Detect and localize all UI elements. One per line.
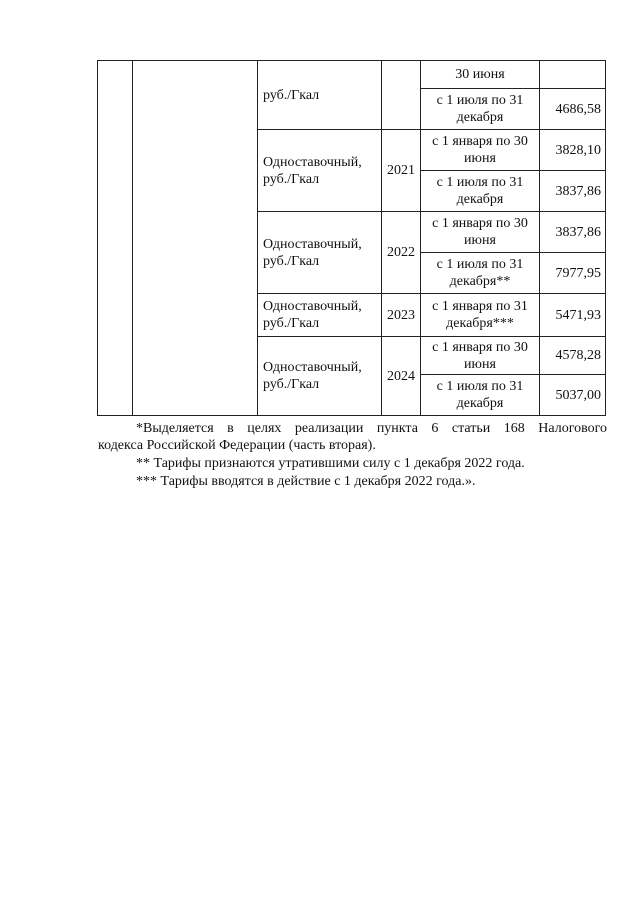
period-cell: с 1 июля по 31 декабря: [421, 171, 540, 212]
value-cell: 7977,95: [540, 253, 606, 294]
period-cell: с 1 января по 31 декабря***: [421, 294, 540, 337]
period-cell: с 1 июля по 31 декабря**: [421, 253, 540, 294]
value-cell: 3837,86: [540, 171, 606, 212]
year-cell: 2024: [382, 337, 421, 416]
value-cell: 3828,10: [540, 130, 606, 171]
footnote-vat-line2: кодекса Российской Федерации (часть вторая).: [98, 438, 376, 453]
year-cell: 2022: [382, 212, 421, 294]
tariff-type-cell: Одноставочный, руб./Гкал: [258, 337, 382, 416]
value-cell: 4578,28: [540, 337, 606, 375]
period-cell: с 1 июля по 31 декабря: [421, 375, 540, 416]
tariff-type-cell: руб./Гкал: [258, 61, 382, 130]
period-cell: с 1 января по 30 июня: [421, 337, 540, 375]
value-cell: [540, 61, 606, 89]
period-cell: с 1 января по 30 июня: [421, 130, 540, 171]
value-cell: 4686,58: [540, 89, 606, 130]
footnote-tariffs-expired: ** Тарифы признаются утратившими силу с 1 декабря 2022 года.: [136, 456, 525, 471]
tariff-type-cell: Одноставочный, руб./Гкал: [258, 130, 382, 212]
value-cell: 5471,93: [540, 294, 606, 337]
footnote-vat-line1: *Выделяется в целях реализации пункта 6 статьи 168 Налогового: [136, 421, 607, 436]
blank-cell-col2: [133, 61, 258, 416]
value-cell: 5037,00: [540, 375, 606, 416]
tariff-table: [97, 60, 606, 416]
year-cell: 2021: [382, 130, 421, 212]
tariff-type-cell: Одноставочный, руб./Гкал: [258, 212, 382, 294]
footnote-vat: [98, 420, 607, 454]
year-cell: 2023: [382, 294, 421, 337]
year-cell: [382, 61, 421, 130]
footnotes: [98, 420, 607, 490]
blank-cell-col1: [98, 61, 133, 416]
footnote-tariffs-effective: *** Тарифы вводятся в действие с 1 декабря 2022 года.».: [136, 474, 476, 489]
value-cell: 3837,86: [540, 212, 606, 253]
period-cell: с 1 июля по 31 декабря: [421, 89, 540, 130]
tariff-type-cell: Одноставочный, руб./Гкал: [258, 294, 382, 337]
period-cell: 30 июня: [421, 61, 540, 89]
table-row: [98, 61, 606, 89]
period-cell: с 1 января по 30 июня: [421, 212, 540, 253]
